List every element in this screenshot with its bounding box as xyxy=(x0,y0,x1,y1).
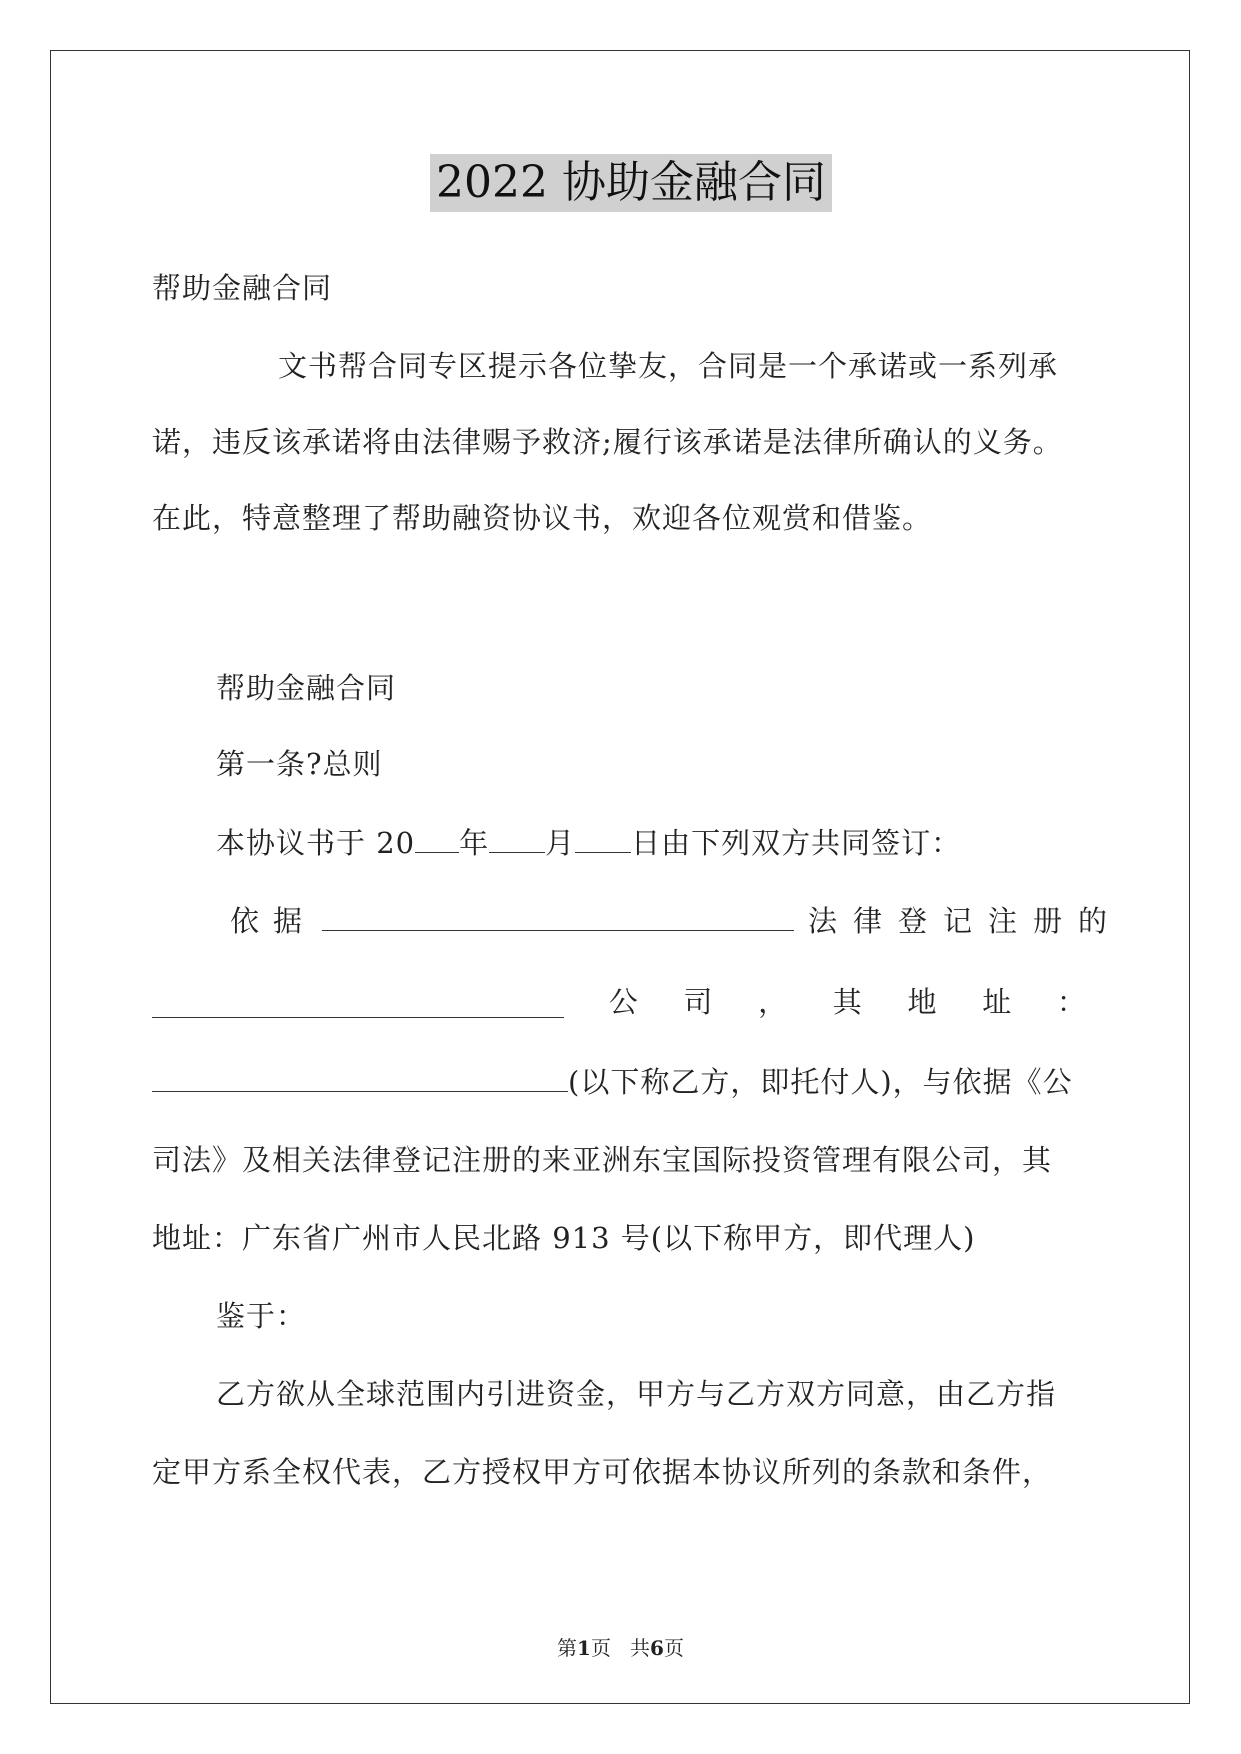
party-a-line-2: 地址：广东省广州市人民北路 913 号(以下称甲方，即代理人) xyxy=(152,1221,976,1255)
signing-month-label: 月 xyxy=(545,826,576,860)
page-footer xyxy=(0,1632,1241,1661)
paragraph-line-2: 定甲方系全权代表，乙方授权甲方可依据本协议所列的条款和条件， xyxy=(152,1455,1053,1489)
footer-page-suffix: 页 xyxy=(663,1636,684,1660)
company-name-blank xyxy=(152,987,564,1018)
company-char-3: ， xyxy=(758,985,789,1019)
footer-total-pages: 6 xyxy=(650,1636,664,1660)
intro-line-3: 在此，特意整理了帮助融资协议书，欢迎各位观赏和借鉴。 xyxy=(152,501,933,535)
footer-page-prefix: 第 xyxy=(557,1636,578,1660)
party-a-line-1: 司法》及相关法律登记注册的来亚洲东宝国际投资管理有限公司，其 xyxy=(152,1143,1053,1177)
signing-date-suffix: 日由下列双方共同签订： xyxy=(631,826,962,860)
company-char-1: 公 xyxy=(608,985,639,1019)
company-char-6: 址 xyxy=(982,985,1013,1019)
signing-year-label: 年 xyxy=(459,826,490,860)
basis-line xyxy=(230,900,1124,940)
year-blank xyxy=(415,822,459,853)
party-b-line xyxy=(152,1061,1087,1101)
document-title: 2022 协助金融合同 xyxy=(430,154,832,212)
whereas-heading: 鉴于： xyxy=(216,1299,307,1333)
signing-date-prefix: 本协议书于 20 xyxy=(216,826,416,860)
day-blank xyxy=(575,822,631,853)
basis-suffix: 法律登记注册的 xyxy=(808,904,1124,938)
company-char-2: 司 xyxy=(683,985,714,1019)
footer-page-mid: 页 共 xyxy=(590,1636,651,1660)
company-char-7: ： xyxy=(1056,985,1087,1019)
intro-line-1: 文书帮合同专区提示各位挚友，合同是一个承诺或一系列承 xyxy=(278,349,1059,383)
document-subtitle: 帮助金融合同 xyxy=(152,271,333,305)
company-char-5: 地 xyxy=(907,985,938,1019)
law-blank xyxy=(322,900,794,931)
basis-prefix: 依据 xyxy=(230,904,317,938)
address-blank xyxy=(152,1061,568,1092)
signing-date-line xyxy=(216,822,1087,862)
company-char-4: 其 xyxy=(832,985,863,1019)
company-line xyxy=(152,982,1087,1022)
contract-heading: 帮助金融合同 xyxy=(216,671,397,705)
intro-line-2: 诺，违反该承诺将由法律赐予救济;履行该承诺是法律所确认的义务。 xyxy=(152,425,1063,459)
party-b-suffix: (以下称乙方，即托付人)，与依据《公 xyxy=(568,1065,1073,1099)
month-blank xyxy=(489,822,545,853)
article-1-heading: 第一条?总则 xyxy=(216,747,383,781)
paragraph-line-1: 乙方欲从全球范围内引进资金，甲方与乙方双方同意，由乙方指 xyxy=(216,1377,1057,1411)
footer-current-page: 1 xyxy=(577,1636,591,1660)
